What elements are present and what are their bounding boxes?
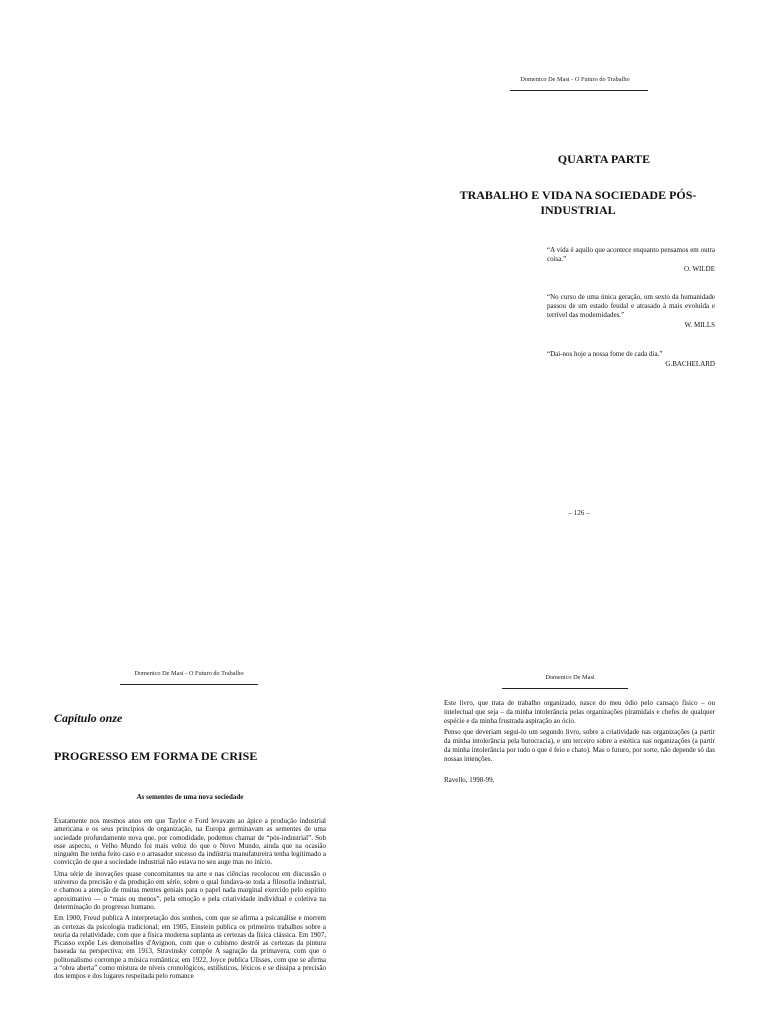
epigraph-author: W. MILLS [684,321,715,329]
header-rule [510,90,648,91]
section-heading: As sementes de uma nova sociedade [136,793,244,801]
place-date: Ravello, 1998-99. [444,776,495,784]
part-subtitle: TRABALHO E VIDA NA SOCIEDADE PÓS-INDUSTRIAL [459,188,697,217]
page-quarta-parte [384,0,768,517]
epigraph-quote: “Dai-nos hoje a nossa fome de cada dia.” [547,350,663,358]
paragraph: Este livro, que trata de trabalho organizado, nasce do meu ódio pelo cansaço físico – ou intelectual que seja – da minha intolerância pelas organizações piramidais e chefes de qualquer espécie e da minha frustrada aspiração ao ócio. [444,699,715,725]
header-rule [120,684,258,685]
epigraph-quote: “No curso de uma única geração, um sexto da humanidade passou de um estado feudal e atrasado à mais evoluída e terrível das modernidades.” [547,293,715,319]
paragraph: Em 1900, Freud publica A interpretação dos sonhos, com que se afirma a psicanálise e morrem as certezas da psicologia tradicional; em 1905, Einstein publica os primeiros trabalhos sobre a teoria da relatividade, com que a física moderna suplanta as certezas da física clássica. Em 1907, Picasso expõe Les demoiselles d'Avignon, com que o cubismo destrói as certezas da pintura baseada na perspectiva; em 1913, Stravinsky compõe A sagração da primavera, com que o politonalismo corrompe a música romântica; em 1922, Joyce publica Ulisses, com que se afirma a “obra aberta” como mistura de níveis cronológicos, estilísticos, léxicos e se dissipa a precisão dos tempos e dos lugares respeitada pelo romance [54,914,326,981]
running-header: Domenico De Masi - O Futuro do Trabalho [520,76,630,83]
chapter-label: Capítulo onze [54,711,123,725]
paragraph: Penso que deveriam segui-lo um segundo livro, sobre a criatividade nas organizações (a partir da minha intolerância pela burocracia), e um terceiro sobre a estética nas organizações (a partir da minha intolerância por tudo o que é feio e chato). Mas o futuro, por sorte, não depende só das nossas intenções. [444,728,715,763]
paragraph: Uma série de inovações quase concomitantes na arte e nas ciências recolocou em discussão o universo da precisão e da produção em série, sobre o qual fundava-se toda a filosofia industrial, e chamou a atenção de muitas mentes geniais para o papel nada marginal exercido pelo espírito aproximativo — o “mais ou menos”, pela emoção e pela criatividade individual e coletiva na determinação do progresso humano. [54,869,326,911]
paragraph: Exatamente nos mesmos anos em que Taylor e Ford levavam ao ápice a produção industrial americana e os seus princípios de organização, na Europa germinavam as sementes de uma sociedade profundamente nova que, por comodidade, podemos chamar de “pós-industrial”. Sob esse aspecto, o Velho Mundo foi mais veloz do que o Novo Mundo, ainda que na ocasião ninguém lhe tenha feito caso e o arrasador sucesso da indústria manufatureira tenha legitimado a convicção de que a sociedade industrial não estava no seu auge mas no início. [54,817,326,867]
note-body [444,699,715,787]
part-title: QUARTA PARTE [557,152,651,166]
page-capitulo-onze [0,512,384,1024]
running-header: Domenico De Masi - O Futuro do Trabalho [134,670,244,677]
epigraph-author: G.BACHELARD [665,360,715,368]
page-preface-note [384,512,768,1024]
chapter-title: PROGRESSO EM FORMA DE CRISE [54,749,258,763]
running-header: Domenico De Masi [545,674,595,681]
epigraph-quote: “A vida é aquilo que acontece enquanto pensamos em outra coisa.” [547,246,715,263]
epigraph [547,246,715,274]
blank-page [0,0,384,512]
epigraph-author: O. WILDE [684,265,715,273]
header-rule [502,688,628,689]
epigraph [547,293,715,330]
chapter-body [54,817,326,984]
epigraph [547,350,715,369]
page-number: – 126 – [568,509,590,517]
